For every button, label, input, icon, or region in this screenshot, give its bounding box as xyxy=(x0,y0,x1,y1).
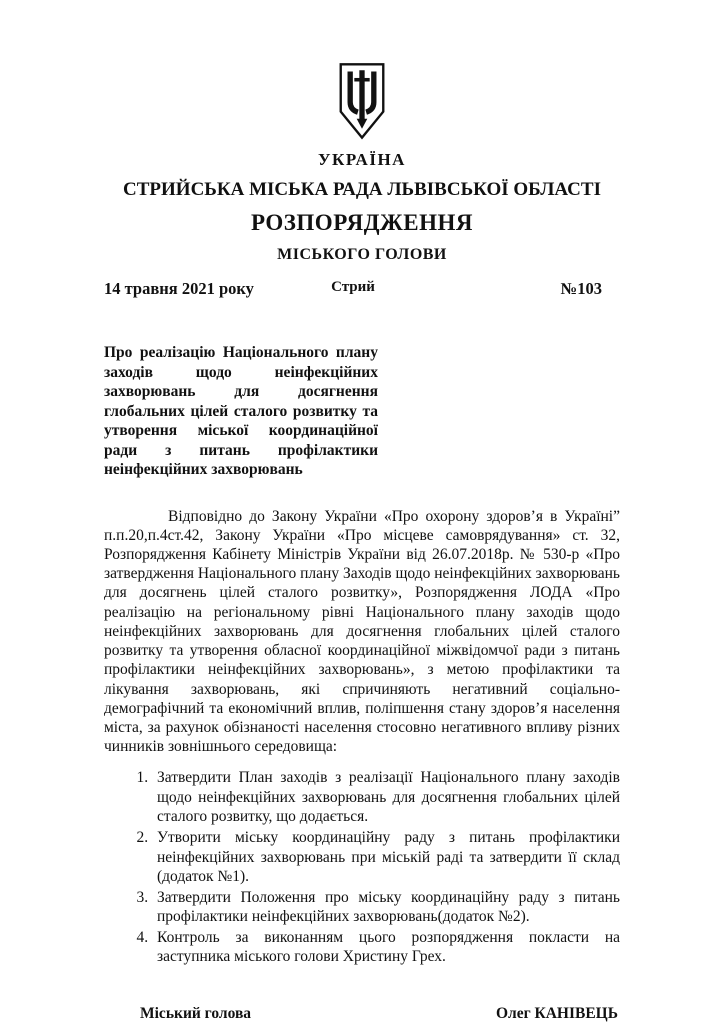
document-type-title: РОЗПОРЯДЖЕННЯ xyxy=(250,210,474,235)
country-name: УКРАЇНА xyxy=(318,150,406,169)
doc-date: 14 травня 2021 року xyxy=(104,279,254,298)
document-header xyxy=(104,62,620,264)
signature-row xyxy=(104,1005,620,1023)
council-name: СТРИЙСЬКА МІСЬКА РАДА ЛЬВІВСЬКОЇ ОБЛАСТІ xyxy=(123,179,601,200)
list-item: 2. Утворити міську координаційну раду з питань профілактики неінфекційних захворювань при міській раді та затвердити її склад (додаток №1). xyxy=(152,828,620,887)
subject-paragraph: Про реалізацію Національного плану заходів щодо неінфекційних захворювань для досягнення глобальних цілей сталого розвитку та утворення міської координаційної ради з питань профілактики неінфекційних захворювань xyxy=(104,344,378,479)
document-subtype-title: МІСЬКОГО ГОЛОВИ xyxy=(277,246,447,263)
list-item: 3. Затвердити Положення про міську координаційну раду з питань профілактики неінфекційних захворювань(додаток №2). xyxy=(152,888,620,927)
doc-city: Стрий xyxy=(331,279,375,295)
resolution-list xyxy=(104,768,620,966)
body-paragraph: Відповідно до Закону України «Про охорону здоров’я в Україні” п.п.20,п.4ст.42, Закону України «Про місцеве самоврядування» ст. 32, Розпорядження Кабінету Міністрів України від 26.07.2018р. № 530-р «Про затвердження Національного плану Заходів щодо неінфекційних захворювань для досягнень цілей сталого розвитку», Розпорядження ЛОДА «Про реалізацію на регіональному рівні Національного плану заходів щодо неінфекційних захворювань для досягнення глобальних цілей сталого розвитку та утворення обласної координаційної міжвідомчої ради з питань профілактики неінфекційних захворювань», з метою профілактики та лікування захворювань, які спричиняють негативний соціально-демографічний та економічний вплив, поліпшення стану здоров’я населення міста, за рахунок обізнаності населення стосовно негативного впливу різних чинників зовнішнього середовища: xyxy=(104,507,620,756)
signature-name: Олег КАНІВЕЦЬ xyxy=(495,1004,618,1022)
list-item: 4. Контроль за виконанням цього розпорядження покласти на заступника міського голови Христину Грех. xyxy=(152,928,620,967)
ukraine-trident-emblem xyxy=(332,62,392,140)
list-item: 1. Затвердити План заходів з реалізації Національного плану заходів щодо неінфекційних захворювань для досягнення глобальних цілей сталого розвитку, що додається. xyxy=(152,768,620,827)
meta-row xyxy=(104,279,620,299)
doc-number: №103 xyxy=(560,279,602,298)
signature-title: Міський голова xyxy=(140,1004,252,1022)
